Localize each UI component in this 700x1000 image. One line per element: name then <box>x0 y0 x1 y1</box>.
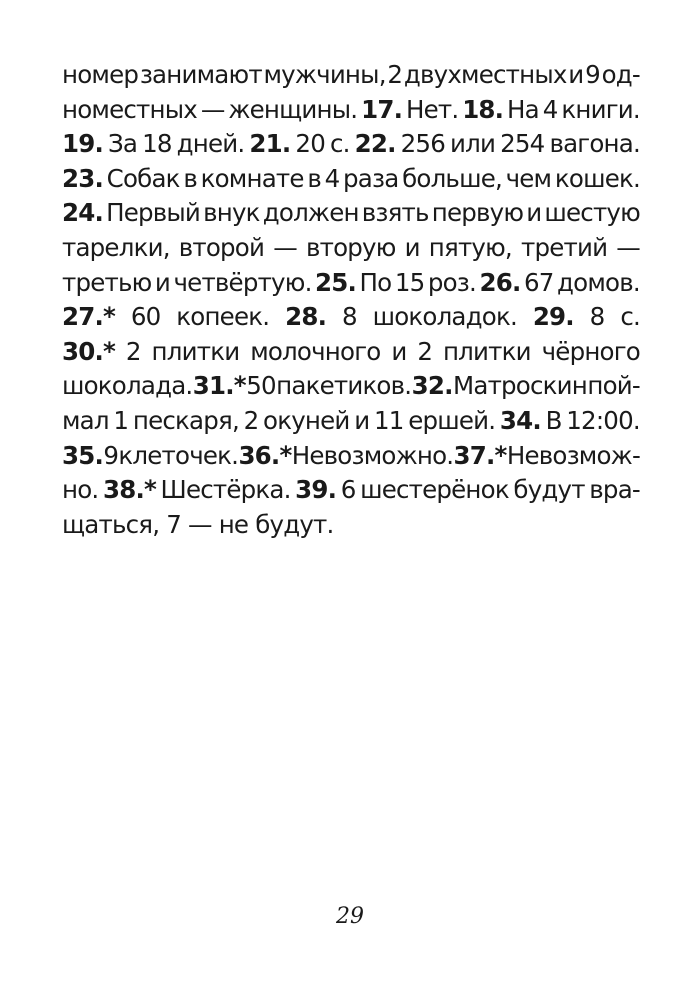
text-line <box>62 58 640 93</box>
answer-word: клеточек. <box>118 440 239 470</box>
answer-word: будут <box>513 475 585 505</box>
answer-word: 6 <box>340 475 356 505</box>
answer-number: 19. <box>62 129 104 159</box>
answer-word: раза <box>343 163 399 193</box>
answer-word: Нет. <box>405 94 459 124</box>
answer-word: кошек. <box>554 163 640 193</box>
answer-word: 7 <box>166 509 181 539</box>
text-line <box>62 231 640 266</box>
answer-word: номестных <box>62 94 197 124</box>
answer-word: должен <box>262 198 359 228</box>
answer-number: 32. <box>411 371 453 401</box>
answer-word: пой- <box>587 371 640 401</box>
answer-word: пятую, <box>428 232 512 262</box>
answer-word: — <box>616 232 640 262</box>
answer-word: пакетиков. <box>276 371 412 401</box>
answer-word: комнате <box>200 163 304 193</box>
answer-word: копеек. <box>176 302 270 332</box>
answer-word: в <box>307 163 321 193</box>
answer-word: мал <box>62 405 109 435</box>
answer-word: На <box>507 94 539 124</box>
answer-word: двухместных <box>403 60 567 89</box>
answer-word: внук <box>203 198 260 228</box>
text-line <box>62 127 640 162</box>
answer-word: 8 <box>341 302 357 332</box>
space <box>159 508 166 543</box>
answer-word: 67 <box>523 267 554 297</box>
answer-number: 34. <box>499 405 541 435</box>
answer-word: с. <box>620 302 640 332</box>
answer-number: 38.* <box>102 475 156 505</box>
answer-word: чем <box>505 163 552 193</box>
answer-word: шоколадок. <box>372 302 517 332</box>
space <box>181 508 188 543</box>
answer-word: 8 <box>589 302 605 332</box>
text-line <box>62 508 640 543</box>
answer-number: 17. <box>361 94 403 124</box>
answer-number: 27.* <box>62 302 116 332</box>
answer-word: од- <box>601 60 640 89</box>
answer-word: 60 <box>130 302 161 332</box>
answer-word: 2 <box>417 336 433 366</box>
answer-word: 50 <box>246 371 276 401</box>
answer-word: — <box>273 232 297 262</box>
answer-word: шестую <box>544 198 640 228</box>
answer-word: вторую <box>305 232 396 262</box>
answer-number: 21. <box>249 129 291 159</box>
answer-word: женщины. <box>228 94 358 124</box>
answer-word: мужчины, <box>263 60 386 89</box>
answer-word: больше, <box>402 163 502 193</box>
answer-word: или <box>449 129 496 159</box>
answer-word: плитки <box>151 336 240 366</box>
answer-word: третью <box>62 267 152 297</box>
text-line <box>62 196 640 231</box>
answer-number: 36.* <box>238 440 292 470</box>
answer-word: ершей. <box>408 405 496 435</box>
answer-word: шоколада. <box>62 371 193 401</box>
answer-word: — <box>200 94 225 124</box>
answer-word: роз. <box>427 267 477 297</box>
answer-word: В <box>545 405 562 435</box>
answers-text-block <box>62 58 640 542</box>
answer-word: Шестёрка. <box>160 475 291 505</box>
answer-word: щаться, <box>62 509 160 539</box>
answer-word: 12:00. <box>566 405 640 435</box>
text-line <box>62 266 640 301</box>
answer-word: и <box>568 60 584 89</box>
answer-word: и <box>526 198 542 228</box>
answer-number: 25. <box>315 267 357 297</box>
answer-word: и <box>391 336 407 366</box>
answer-number: 39. <box>295 475 337 505</box>
space <box>248 508 255 543</box>
answer-number: 18. <box>462 94 504 124</box>
answer-word: 2 <box>387 60 403 89</box>
answer-word: третий <box>520 232 608 262</box>
answer-word: в <box>183 163 197 193</box>
answer-word: четвёртую. <box>173 267 312 297</box>
space <box>212 508 219 543</box>
text-line <box>62 404 640 439</box>
answer-word: чёрного <box>541 336 640 366</box>
answer-word: За <box>108 129 138 159</box>
answer-word: с. <box>329 129 350 159</box>
answer-word: взять <box>361 198 429 228</box>
answer-word: тарелки, <box>62 232 170 262</box>
answer-word: будут. <box>255 509 334 539</box>
answer-word: молочного <box>250 336 381 366</box>
answer-word: 20 <box>295 129 325 159</box>
answer-number: 35. <box>62 440 104 470</box>
text-line <box>62 93 640 128</box>
answer-word: но. <box>62 475 99 505</box>
answer-word: домов. <box>557 267 640 297</box>
answer-word: 1 <box>113 405 129 435</box>
text-line <box>62 162 640 197</box>
answer-word: и <box>404 232 420 262</box>
answer-number: 22. <box>354 129 396 159</box>
answer-word: номер <box>62 60 139 89</box>
answer-word: 4 <box>542 94 558 124</box>
answer-word: 256 <box>400 129 445 159</box>
answer-word: плитки <box>442 336 531 366</box>
answer-number: 24. <box>62 198 104 228</box>
answer-word: 254 <box>500 129 545 159</box>
answer-number: 29. <box>532 302 574 332</box>
text-line <box>62 473 640 508</box>
answer-number: 37.* <box>453 440 507 470</box>
text-line <box>62 439 640 474</box>
answer-word: 11 <box>374 405 404 435</box>
answer-word: и <box>354 405 370 435</box>
answer-word: вагона. <box>549 129 640 159</box>
answer-word: первую <box>431 198 524 228</box>
answer-word: Невозмож- <box>506 440 640 470</box>
page-number: 29 <box>336 904 364 929</box>
answer-number: 30.* <box>62 336 116 366</box>
answer-word: книги. <box>561 94 640 124</box>
answer-number: 28. <box>285 302 327 332</box>
answer-word: — <box>188 509 212 539</box>
answer-word: окуней <box>263 405 350 435</box>
answer-word: и <box>154 267 171 297</box>
answer-word: вра- <box>589 475 640 505</box>
answer-word: Матроскин <box>453 371 588 401</box>
text-line <box>62 300 640 335</box>
answer-word: не <box>218 509 249 539</box>
answer-word: Собак <box>106 163 180 193</box>
answer-word: 15 <box>394 267 425 297</box>
answer-word: пескаря, <box>132 405 239 435</box>
answer-word: 2 <box>125 336 141 366</box>
answer-word: 9 <box>103 440 119 470</box>
answer-word: По <box>359 267 392 297</box>
answer-word: 18 <box>142 129 172 159</box>
answer-word: шестерёнок <box>360 475 509 505</box>
text-line <box>62 335 640 370</box>
text-line <box>62 369 640 404</box>
answer-word: 9 <box>585 60 600 89</box>
answer-word: Невозможно. <box>291 440 454 470</box>
answer-number: 23. <box>62 163 104 193</box>
answer-word: 4 <box>324 163 340 193</box>
answer-word: 2 <box>243 405 259 435</box>
answer-word: занимают <box>139 60 262 89</box>
answer-number: 26. <box>479 267 521 297</box>
answer-word: второй <box>178 232 265 262</box>
answer-number: 31.* <box>192 371 246 401</box>
answer-word: Первый <box>106 198 201 228</box>
answer-word: дней. <box>176 129 245 159</box>
